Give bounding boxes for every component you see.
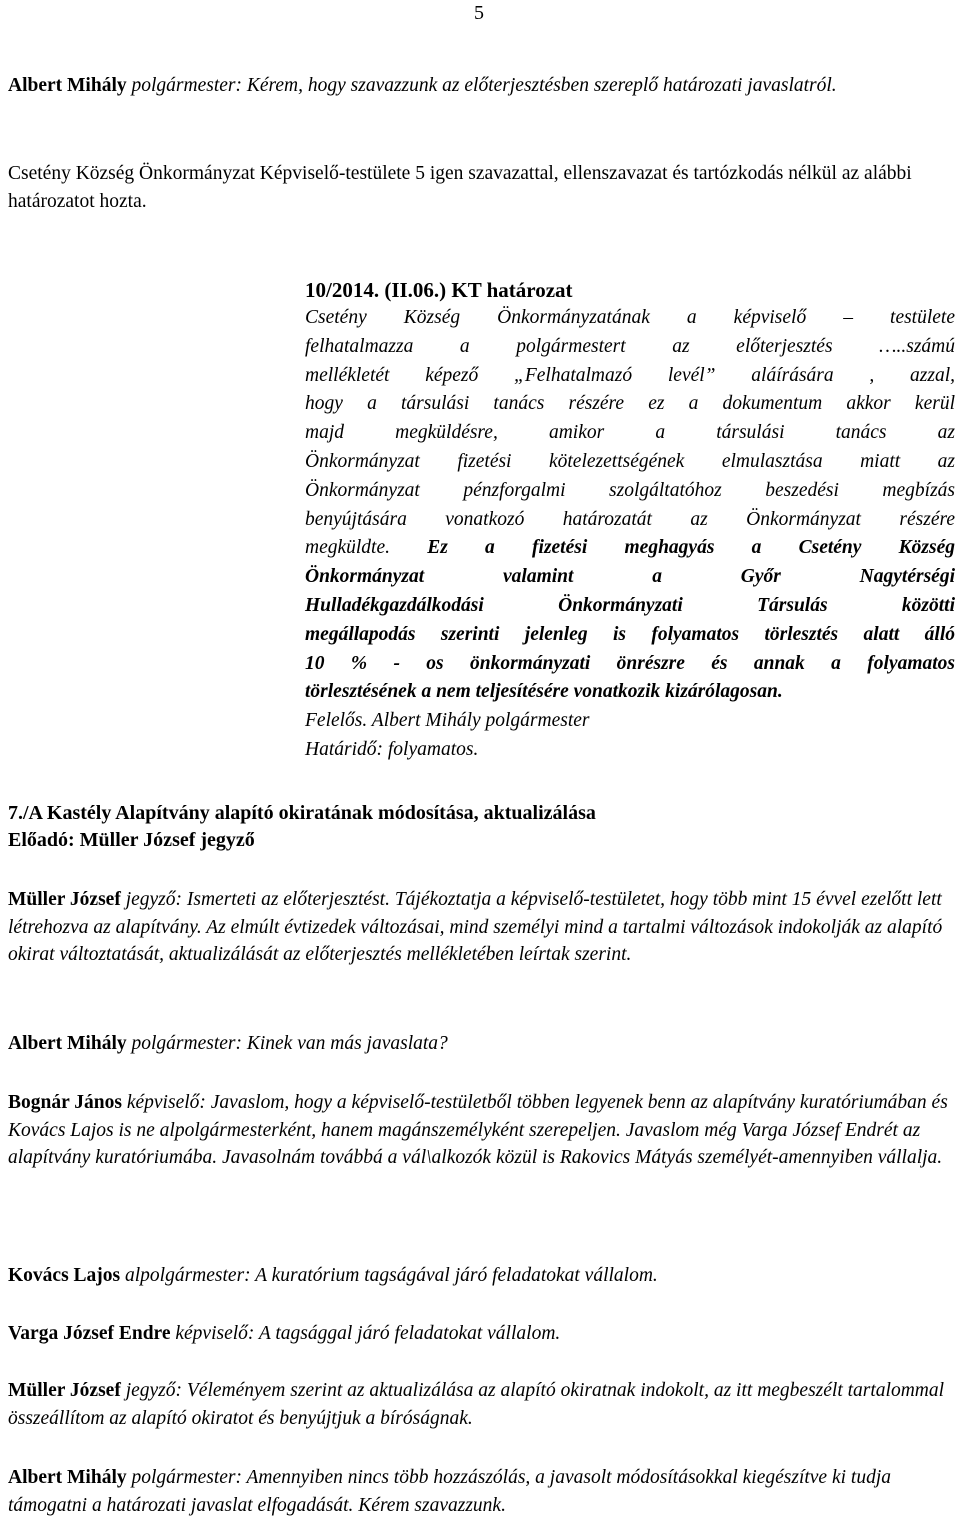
- resolution-text: 10 % - os önkormányzati önrészre és annak a folyamatos: [305, 652, 955, 674]
- resolution-line: [305, 534, 955, 563]
- resolution-line: [305, 333, 955, 362]
- speaker-name: Albert Mihály: [8, 1033, 127, 1054]
- resolution-line: [305, 304, 955, 333]
- paragraph-bognar-proposal: [8, 1089, 952, 1172]
- speaker-name: Kovács Lajos: [8, 1265, 121, 1286]
- speech-text: polgármester: Kinek van más javaslata?: [126, 1033, 448, 1054]
- paragraph-varga: [8, 1320, 952, 1348]
- resolution-line: [305, 448, 955, 477]
- resolution-text: Önkormányzat valamint a Győr Nagytérségi: [305, 566, 955, 588]
- speaker-name: Müller József: [8, 1380, 121, 1401]
- resolution-heading: 10/2014. (II.06.) KT határozat: [305, 278, 573, 302]
- resolution-line: [305, 736, 955, 765]
- paragraph-vote-request: [8, 72, 952, 100]
- agenda-item-presenter: Előadó: Müller József jegyző: [8, 829, 255, 851]
- speaker-name: Varga József Endre: [8, 1323, 171, 1344]
- resolution-text: törlesztésének a nem teljesítésére vonatkozik kizárólagosan.: [305, 681, 783, 703]
- speech-text: képviselő: Javaslom, hogy a képviselő-testületből többen legyenek benn az alapítvány kuratóriumában és Kovács Lajos is ne alpolgármesterként, hanem magánszemélyként szerepeljen. Javaslom még Varga József Endrét az alapítvány kuratóriumába. Javasolnám továbbá a vál\alkozók közül is Rakovics Mátyás személyét-amennyiben vállalja.: [8, 1092, 948, 1168]
- resolution-text: mellékletét képező „Felhatalmazó levél” aláírására , azzal,: [305, 364, 955, 386]
- speech-text: jegyző: Véleményem szerint az aktualizálása az alapító okiratnak indokolt, az itt megbeszélt tartalommal összeállítom az alapító okiratot és benyújtjuk a bíróságnak.: [8, 1380, 945, 1429]
- resolution-text: felhatalmazza a polgármestert az előterjesztés …..számú: [305, 335, 955, 357]
- speech-text: polgármester: Amennyiben nincs több hozzászólás, a javasolt módosításokkal kiegészítve ki tudja támogatni a határozati javaslat elfogadását. Kérem szavazzunk.: [8, 1467, 891, 1516]
- resolution-line: [305, 650, 955, 679]
- speech-text: alpolgármester: A kuratórium tagságával járó feladatokat vállalom.: [120, 1265, 658, 1286]
- resolution-line: [305, 678, 955, 707]
- speech-text: jegyző: Ismerteti az előterjesztést. Tájékoztatja a képviselő-testületet, hogy több mint 15 évvel ezelőtt lett létrehozva az alapítvány. Az elmúlt évtizedek változásai, mind személyi mind a tartalmi változások indokolják az alapító okirat változtatását, aktualizálását az előterjesztés mellékletében leírtak szerint.: [8, 889, 943, 965]
- resolution-block: [305, 276, 955, 765]
- paragraph-mayor-question: [8, 1030, 952, 1058]
- resolution-text: Határidő: folyamatos.: [305, 738, 479, 760]
- speech-text: polgármester: Kérem, hogy szavazzunk az előterjesztésben szereplő határozati javaslatról.: [126, 75, 837, 96]
- resolution-text: Felelős. Albert Mihály polgármester: [305, 710, 590, 732]
- speech-text: képviselő: A tagsággal járó feladatokat vállalom.: [170, 1323, 561, 1344]
- resolution-text: megküldte.: [305, 537, 428, 559]
- resolution-line: [305, 419, 955, 448]
- speaker-name: Albert Mihály: [8, 75, 127, 96]
- resolution-text: hogy a társulási tanács részére ez a dokumentum akkor kerül: [305, 393, 955, 415]
- resolution-line: [305, 707, 955, 736]
- speaker-name: Albert Mihály: [8, 1467, 127, 1488]
- resolution-line: [305, 362, 955, 391]
- resolution-text: Csetény Község Önkormányzatának a képviselő – testülete: [305, 307, 955, 328]
- resolution-line: [305, 477, 955, 506]
- resolution-line: [305, 390, 955, 419]
- resolution-line: [305, 592, 955, 621]
- resolution-text: Önkormányzat pénzforgalmi szolgáltatóhoz beszedési megbízás: [305, 479, 955, 501]
- agenda-item-title: 7./A Kastély Alapítvány alapító okiratának módosítása, aktualizálása: [8, 802, 596, 824]
- paragraph-clerk-intro: [8, 886, 952, 969]
- resolution-text: majd megküldésre, amikor a társulási tanács az: [305, 422, 955, 444]
- paragraph-mayor-closing: [8, 1464, 952, 1519]
- resolution-body: [305, 304, 955, 765]
- speaker-name: Bognár János: [8, 1092, 122, 1113]
- resolution-line: [305, 563, 955, 592]
- resolution-text: Önkormányzat fizetési kötelezettségének elmulasztása miatt az: [305, 450, 955, 472]
- vote-result-text: Csetény Község Önkormányzat Képviselő-testülete 5 igen szavazattal, ellenszavazat és tartózkodás nélkül az alábbi határozatot hozta.: [8, 163, 912, 212]
- page-number: 5: [474, 2, 484, 24]
- resolution-line: [305, 506, 955, 535]
- paragraph-vote-result: [8, 160, 952, 215]
- resolution-line: [305, 621, 955, 650]
- paragraph-kovacs: [8, 1262, 952, 1290]
- resolution-text: megállapodás szerinti jelenleg is folyamatos törlesztés alatt álló: [305, 623, 955, 645]
- speaker-name: Müller József: [8, 889, 121, 910]
- resolution-text: Hulladékgazdálkodási Önkormányzati Társulás közötti: [305, 594, 955, 616]
- resolution-text: benyújtására vonatkozó határozatát az Önkormányzat részére: [305, 508, 955, 530]
- resolution-text: Ez a fizetési meghagyás a Csetény Község: [427, 537, 955, 559]
- paragraph-muller-opinion: [8, 1377, 952, 1432]
